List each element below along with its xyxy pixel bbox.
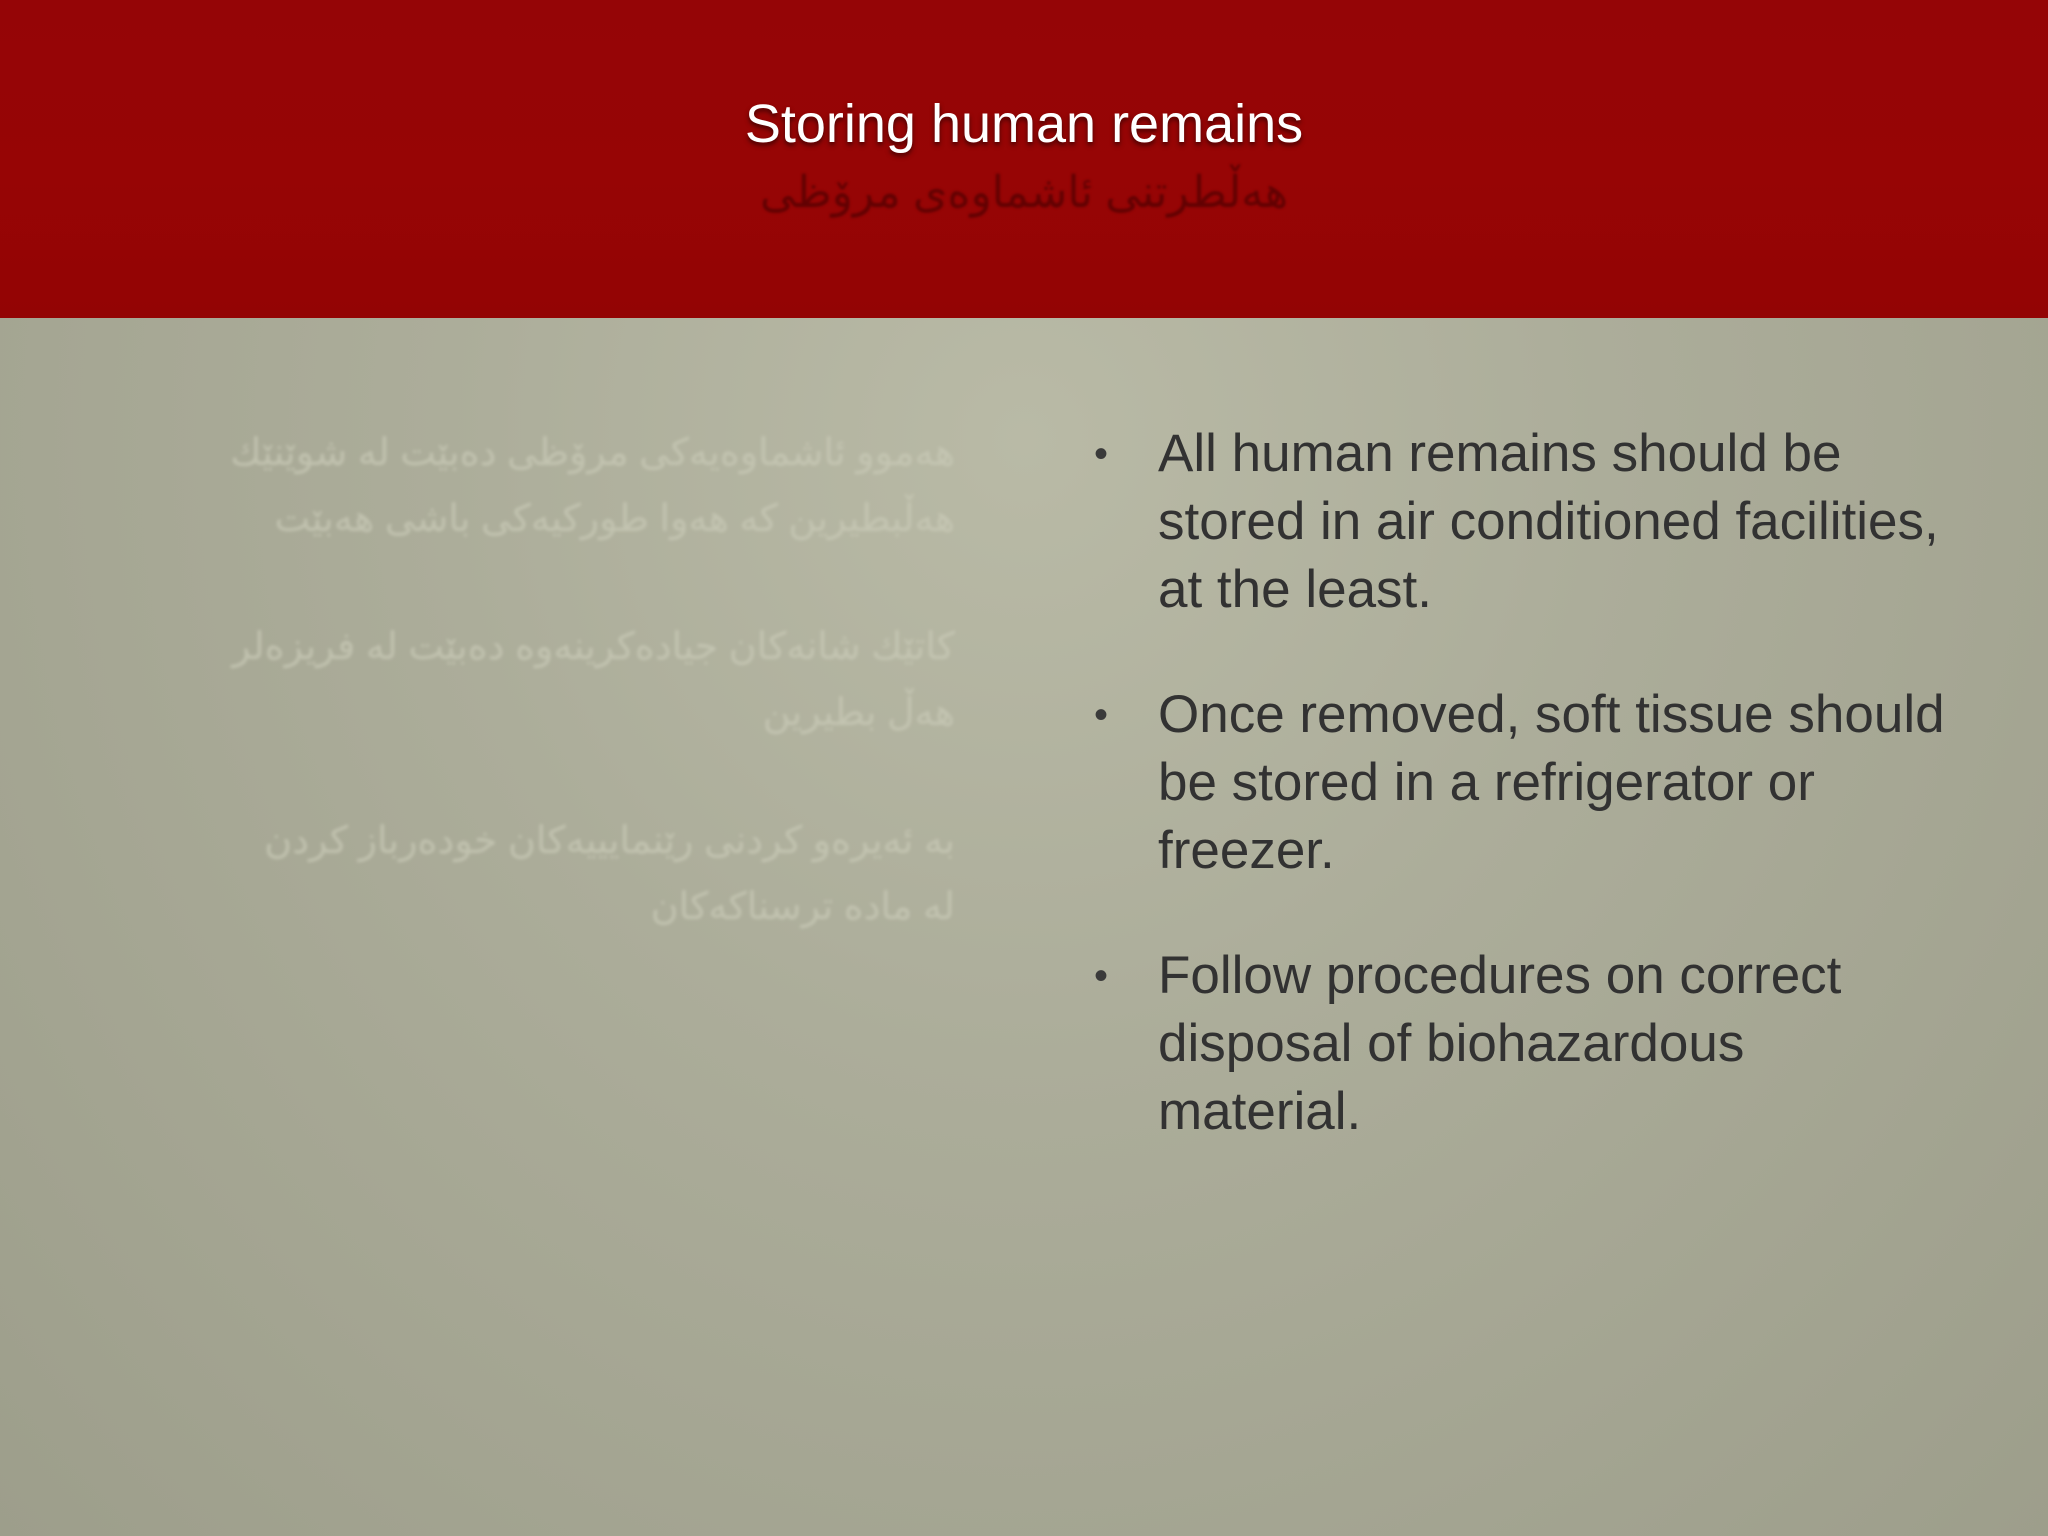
bullet-text-2: Once removed, soft tissue should be stored in a refrigerator or freezer. — [1158, 685, 1945, 880]
slide-header — [0, 0, 2048, 318]
bullet-text-1: All human remains should be stored in air conditioned facilities, at the least. — [1158, 424, 1939, 619]
slide-title: Storing human remains — [744, 94, 1304, 154]
slide-subtitle-kurdish: هەڵطرتنی ئاشماوەی مرۆظی — [759, 168, 1289, 217]
bullet-item-2 — [1090, 681, 1950, 885]
bullet-dot-icon: • — [1094, 432, 1109, 476]
kurdish-text-column — [230, 420, 955, 1002]
kurdish-paragraph-3: بە ئەیرەو کردنی رێنمایییەکان خودەرباز کردن لە مادە ترسناکەکان — [264, 820, 955, 928]
kurdish-paragraph-2: کاتێك شانەکان جیادەکرینەوە دەبێت لە فریزەلر هەڵ بطیرین — [232, 626, 955, 734]
bullet-item-3 — [1090, 942, 1950, 1146]
bullet-dot-icon: • — [1094, 954, 1109, 998]
bullet-list — [1090, 420, 1950, 1203]
bullet-dot-icon: • — [1094, 693, 1109, 737]
kurdish-paragraph-1: هەموو ئاشماوەیەکی مرۆظی دەبێت لە شوێنێك هەڵبطیرین کە هەوا طورکیەکی باشی هەبێت — [230, 432, 955, 540]
bullet-text-3: Follow procedures on correct disposal of biohazardous material. — [1158, 946, 1842, 1141]
bullet-item-1 — [1090, 420, 1950, 624]
